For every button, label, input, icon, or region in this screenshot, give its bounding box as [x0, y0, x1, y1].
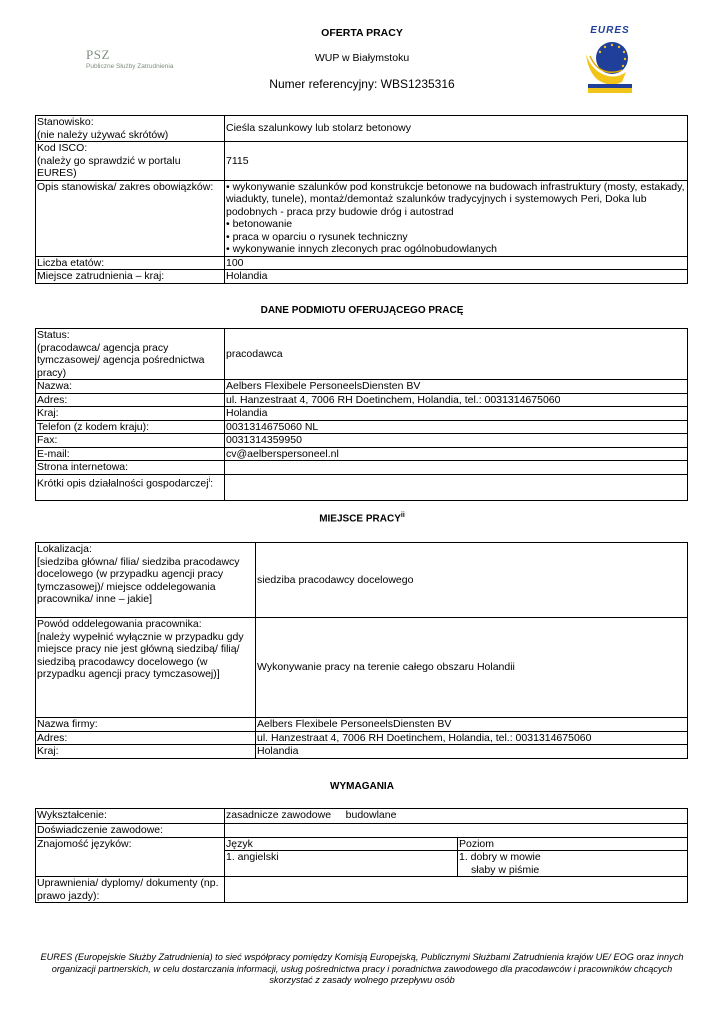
experience-label: Doświadczenie zawodowe: — [36, 824, 225, 838]
business-description-text: Krótki opis działalności gospodarczej — [37, 477, 209, 489]
language-level-1-writing: słaby w piśmie — [471, 863, 540, 876]
eures-logo — [582, 24, 638, 96]
phone-label: Telefon (z kodem kraju): — [36, 420, 225, 434]
status-label: Status: (pracodawca/ agencja pracy tymczasowej/ agencja pośrednictwa pracy) — [36, 329, 225, 380]
table-row — [36, 142, 688, 181]
psz-logo — [86, 47, 173, 70]
position-table — [35, 115, 688, 284]
workplace-table — [35, 542, 688, 759]
requirements-table — [35, 808, 688, 903]
footnote-marker: i — [208, 476, 211, 484]
location-value: siedziba pracodawcy docelowego — [256, 543, 688, 618]
table-row — [36, 718, 688, 732]
workplace-address-value: ul. Hanzestraat 4, 7006 RH Doetinchem, Holandia, tel.: 0031314675060 — [256, 731, 688, 745]
employer-table — [35, 328, 688, 501]
table-row — [36, 256, 688, 270]
table-row — [36, 434, 688, 448]
employer-address-label: Adres: — [36, 393, 225, 407]
document-title: OFERTA PRACY — [321, 27, 403, 39]
table-row — [36, 474, 688, 500]
duties-value: • wykonywanie szalunków pod konstrukcje betonowe na budowach infrastruktury (mosty, estakady, wiadukty, tunele), montaż/demontaż szalunków tradycyjnych i systemowych Peri, Doka lub podobnych - praca przy budowie dróg i autostrad • betonowanie • praca w oparciu o rysunek techniczny • wykonywanie innych zleconych prac ogólnobudowlanych — [225, 180, 688, 256]
table-row — [36, 731, 688, 745]
employer-name-label: Nazwa: — [36, 380, 225, 394]
table-row — [36, 420, 688, 434]
delegation-reason-label: Powód oddelegowania pracownika: [należy wypełnić wyłącznie w przypadku gdy miejsce pracy nie jest główną siedzibą/ filią/ siedzibą pracodawcy docelowego (w przypadku agencji pracy tymczasowej)] — [36, 618, 256, 718]
website-value — [225, 461, 688, 475]
employer-country-value: Holandia — [225, 407, 688, 421]
email-label: E-mail: — [36, 447, 225, 461]
table-row — [36, 745, 688, 759]
company-name-label: Nazwa firmy: — [36, 718, 256, 732]
table-row — [36, 809, 688, 824]
table-row — [36, 877, 688, 903]
education-value: zasadnicze zawodowe budowlane — [225, 809, 688, 824]
table-row — [36, 824, 688, 838]
footnote-marker: ii — [400, 512, 405, 519]
table-row — [36, 618, 688, 718]
licenses-label: Uprawnienia/ dyplomy/ dokumenty (np. prawo jazdy): — [36, 877, 225, 903]
table-row — [36, 270, 688, 284]
status-value: pracodawca — [225, 329, 688, 380]
isco-value: 7115 — [225, 142, 688, 181]
workplace-country-label: Kraj: — [36, 745, 256, 759]
psz-logo-text: Publiczne Służby Zatrudnienia — [86, 63, 174, 70]
business-description-colon: : — [210, 477, 214, 489]
languages-label: Znajomość języków: — [36, 837, 225, 877]
business-description-value — [225, 474, 688, 500]
business-description-label — [36, 474, 225, 500]
office-name: WUP w Białymstoku — [314, 52, 410, 64]
company-name-value: Aelbers Flexibele PersoneelsDiensten BV — [256, 718, 688, 732]
phone-value: 0031314675060 NL — [225, 420, 688, 434]
workplace-address-label: Adres: — [36, 731, 256, 745]
position-value: Cieśla szalunkowy lub stolarz betonowy — [225, 116, 688, 142]
positions-count-value: 100 — [225, 256, 688, 270]
employment-country-label: Miejsce zatrudnienia – kraj: — [36, 270, 225, 284]
education-label: Wykształcenie: — [36, 809, 225, 824]
location-label: Lokalizacja: [siedziba główna/ filia/ siedziba pracodawcy docelowego (w przypadku agencji pracy tymczasowej)/ miejsce oddelegowania pracownika/ inne – jakie] — [36, 543, 256, 618]
eures-wordmark: EURES — [590, 25, 630, 36]
experience-value — [225, 824, 688, 838]
employer-address-value: ul. Hanzestraat 4, 7006 RH Doetinchem, Holandia, tel.: 0031314675060 — [225, 393, 688, 407]
table-row — [36, 447, 688, 461]
delegation-reason-value: Wykonywanie pracy na terenie całego obszaru Holandii — [256, 618, 688, 718]
workplace-section-text: MIEJSCE PRACY — [319, 513, 401, 525]
isco-label: Kod ISCO: (należy go sprawdzić w portalu EURES) — [36, 142, 225, 181]
table-row — [36, 116, 688, 142]
language-level-1 — [458, 851, 688, 877]
requirements-section-title: WYMAGANIA — [330, 781, 394, 792]
table-row — [36, 837, 688, 851]
workplace-country-value: Holandia — [256, 745, 688, 759]
fax-label: Fax: — [36, 434, 225, 448]
language-1: 1. angielski — [225, 851, 458, 877]
psz-logo-mark: PSZ — [86, 47, 110, 62]
footer-note: EURES (Europejskie Służby Zatrudnienia) to sieć współpracy pomiędzy Komisją Europejską, Publicznymi Służbami Zatrudnienia krajów UE/ EOG oraz innych organizacji partnerskich, w celu dostarczania informacji, usług pośrednictwa pracy i poradnictwa zawodowego dla pracodawców i pracowników chcących skorzystać z zasady wolnego przepływu osób — [40, 952, 684, 985]
email-value[interactable]: cv@aelberspersoneel.nl — [225, 447, 688, 461]
table-row — [36, 380, 688, 394]
duties-label: Opis stanowiska/ zakres obowiązków: — [36, 180, 225, 256]
fax-value: 0031314359950 — [225, 434, 688, 448]
employment-country-value: Holandia — [225, 270, 688, 284]
licenses-value — [225, 877, 688, 903]
table-row — [36, 393, 688, 407]
eures-emblem-icon — [582, 24, 638, 96]
level-header: Poziom — [458, 837, 688, 851]
language-header: Język — [225, 837, 458, 851]
employer-country-label: Kraj: — [36, 407, 225, 421]
positions-count-label: Liczba etatów: — [36, 256, 225, 270]
table-row — [36, 407, 688, 421]
table-row — [36, 329, 688, 380]
table-row — [36, 180, 688, 256]
employer-name-value: Aelbers Flexibele PersoneelsDiensten BV — [225, 380, 688, 394]
employer-section-title: DANE PODMIOTU OFERUJĄCEGO PRACĘ — [260, 305, 464, 316]
table-row — [36, 543, 688, 618]
table-row — [36, 461, 688, 475]
reference-number: Numer referencyjny: WBS1235316 — [269, 77, 455, 91]
workplace-section-title — [0, 512, 724, 524]
language-level-1-speaking: 1. dobry w mowie — [459, 851, 541, 863]
position-label: Stanowisko: (nie należy używać skrótów) — [36, 116, 225, 142]
website-label: Strona internetowa: — [36, 461, 225, 475]
